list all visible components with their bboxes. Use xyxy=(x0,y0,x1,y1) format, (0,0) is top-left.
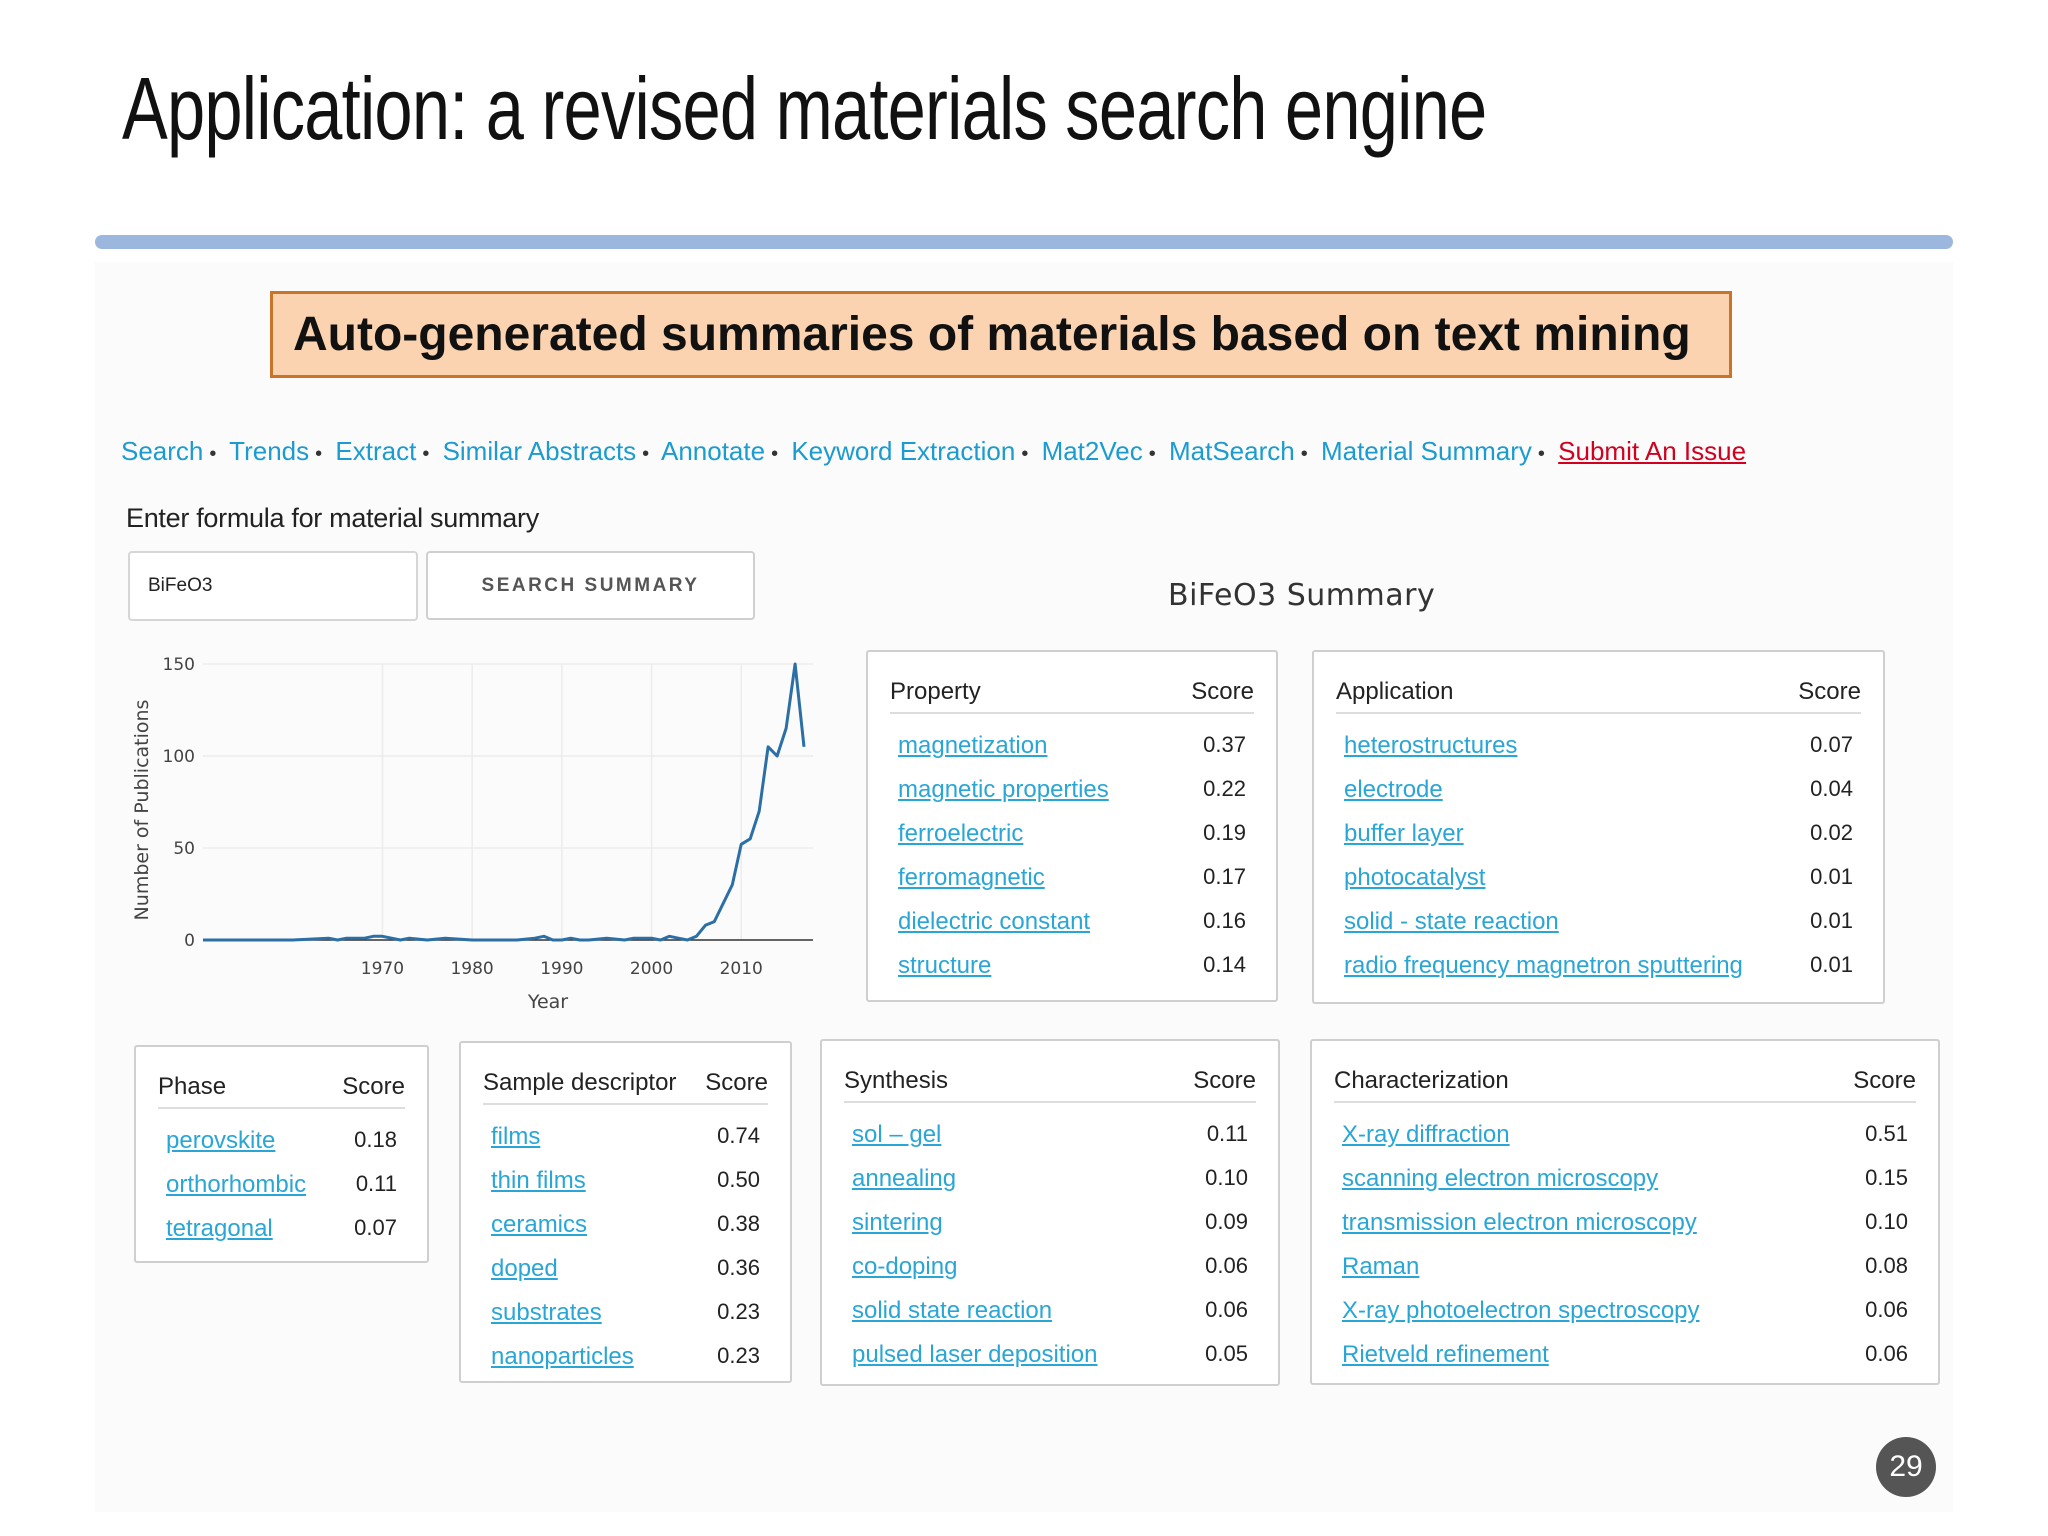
table-row xyxy=(1344,908,1853,952)
score-value: 0.07 xyxy=(1810,732,1853,757)
nav-extract[interactable]: Extract xyxy=(335,436,417,466)
score-value: 0.10 xyxy=(1865,1209,1908,1234)
table-row xyxy=(491,1299,760,1343)
term-link[interactable]: solid - state reaction xyxy=(1344,908,1559,935)
table-row xyxy=(1344,820,1853,864)
table-row xyxy=(1344,864,1853,908)
table-row xyxy=(852,1297,1248,1341)
title-divider xyxy=(95,235,1953,249)
score-value: 0.23 xyxy=(717,1343,760,1368)
term-link[interactable]: pulsed laser deposition xyxy=(852,1341,1098,1368)
score-value: 0.06 xyxy=(1205,1253,1248,1278)
score-header: Score xyxy=(342,1073,405,1100)
score-value: 0.10 xyxy=(1205,1165,1248,1190)
page-number: 29 xyxy=(1876,1437,1936,1497)
table-row xyxy=(491,1167,760,1211)
term-link[interactable]: nanoparticles xyxy=(491,1343,634,1370)
term-link[interactable]: X-ray diffraction xyxy=(1342,1121,1510,1148)
score-header: Score xyxy=(1193,1067,1256,1094)
property-panel xyxy=(866,650,1278,1002)
score-value: 0.38 xyxy=(717,1211,760,1236)
score-value: 0.17 xyxy=(1203,864,1246,889)
score-value: 0.22 xyxy=(1203,776,1246,801)
score-value: 0.19 xyxy=(1203,820,1246,845)
term-link[interactable]: co-doping xyxy=(852,1253,958,1280)
term-link[interactable]: heterostructures xyxy=(1344,732,1518,759)
x-tick-label: 1970 xyxy=(360,959,405,979)
publications-chart xyxy=(118,640,818,1020)
panel-header xyxy=(1334,1063,1916,1103)
score-value: 0.01 xyxy=(1810,952,1853,977)
table-row xyxy=(1342,1121,1908,1165)
panel-header xyxy=(844,1063,1256,1103)
score-value: 0.01 xyxy=(1810,864,1853,889)
term-link[interactable]: orthorhombic xyxy=(166,1171,307,1198)
term-link[interactable]: ferroelectric xyxy=(898,820,1024,847)
score-value: 0.11 xyxy=(355,1171,397,1196)
score-value: 0.51 xyxy=(1865,1121,1908,1146)
table-row xyxy=(1342,1297,1908,1341)
y-tick-label: 100 xyxy=(162,747,195,767)
score-value: 0.50 xyxy=(717,1167,760,1192)
y-tick-label: 150 xyxy=(162,655,195,675)
score-value: 0.04 xyxy=(1810,776,1853,801)
term-link[interactable]: annealing xyxy=(852,1165,957,1192)
table-row xyxy=(898,820,1246,864)
table-row xyxy=(852,1209,1248,1253)
summary-title: BiFeO3 Summary xyxy=(1168,578,1436,613)
score-value: 0.08 xyxy=(1865,1253,1908,1278)
term-link[interactable]: sintering xyxy=(852,1209,943,1236)
score-value: 0.18 xyxy=(354,1127,397,1152)
panel-header xyxy=(1336,674,1861,714)
nav-mat2vec[interactable]: Mat2Vec xyxy=(1041,436,1143,466)
slide-title: Application: a revised materials search engine xyxy=(122,59,1487,158)
table-row xyxy=(1342,1253,1908,1297)
sample-descriptor-panel xyxy=(459,1041,792,1383)
table-row xyxy=(166,1127,397,1171)
term-link[interactable]: ceramics xyxy=(491,1211,588,1238)
table-row xyxy=(898,732,1246,776)
score-value: 0.06 xyxy=(1865,1341,1908,1366)
nav-matsearch[interactable]: MatSearch xyxy=(1168,436,1295,466)
term-link[interactable]: Raman xyxy=(1342,1253,1420,1280)
nav-separator: • xyxy=(771,443,779,465)
category-header: Application xyxy=(1336,678,1454,705)
score-value: 0.16 xyxy=(1203,908,1246,933)
term-link[interactable]: structure xyxy=(898,952,992,979)
publications-series-line xyxy=(203,664,804,940)
nav-separator: • xyxy=(422,443,430,465)
table-row xyxy=(491,1255,760,1299)
nav-separator: • xyxy=(1537,443,1545,465)
table-row xyxy=(166,1215,397,1259)
table-row xyxy=(491,1211,760,1255)
term-link[interactable]: substrates xyxy=(491,1299,602,1326)
term-link[interactable]: thin films xyxy=(491,1167,586,1194)
table-row xyxy=(1342,1209,1908,1253)
nav-separator: • xyxy=(642,443,650,465)
table-row xyxy=(1344,776,1853,820)
nav-annotate[interactable]: Annotate xyxy=(660,436,766,466)
score-header: Score xyxy=(1853,1067,1916,1094)
table-row xyxy=(1342,1341,1908,1385)
category-header: Synthesis xyxy=(844,1067,949,1094)
nav-separator: • xyxy=(1021,443,1029,465)
score-value: 0.07 xyxy=(354,1215,397,1240)
score-value: 0.74 xyxy=(717,1123,760,1148)
table-row xyxy=(166,1171,397,1215)
nav-trends[interactable]: Trends xyxy=(229,436,310,466)
term-link[interactable]: electrode xyxy=(1344,776,1443,803)
x-axis-title: Year xyxy=(527,991,569,1013)
term-link[interactable]: solid state reaction xyxy=(852,1297,1053,1324)
score-value: 0.36 xyxy=(717,1255,760,1280)
score-value: 0.15 xyxy=(1865,1165,1908,1190)
term-link[interactable]: photocatalyst xyxy=(1344,864,1486,891)
term-link[interactable]: X-ray photoelectron spectroscopy xyxy=(1342,1297,1700,1324)
nav-separator: • xyxy=(209,443,217,465)
top-nav xyxy=(121,436,1746,467)
term-link[interactable]: scanning electron microscopy xyxy=(1342,1165,1659,1192)
score-value: 0.09 xyxy=(1205,1209,1248,1234)
score-value: 0.11 xyxy=(1206,1121,1248,1146)
term-link[interactable]: ferromagnetic xyxy=(898,864,1045,891)
x-tick-label: 2000 xyxy=(629,959,674,979)
nav-submit-issue[interactable]: Submit An Issue xyxy=(1558,436,1747,466)
term-link[interactable]: films xyxy=(491,1123,541,1150)
score-value: 0.14 xyxy=(1203,952,1246,977)
table-row xyxy=(852,1341,1248,1385)
score-value: 0.02 xyxy=(1810,820,1853,845)
callout-box xyxy=(270,291,1732,378)
term-link[interactable]: radio frequency magnetron sputtering xyxy=(1344,952,1743,979)
nav-material-summary[interactable]: Material Summary xyxy=(1320,436,1532,466)
phase-panel xyxy=(134,1045,429,1263)
nav-separator: • xyxy=(1300,443,1308,465)
table-row xyxy=(1344,952,1853,996)
table-row xyxy=(1342,1165,1908,1209)
category-header: Sample descriptor xyxy=(483,1069,677,1096)
score-value: 0.01 xyxy=(1810,908,1853,933)
synthesis-panel xyxy=(820,1039,1280,1386)
table-row xyxy=(898,776,1246,820)
term-link[interactable]: doped xyxy=(491,1255,558,1282)
panel-header xyxy=(158,1069,405,1109)
panel-header xyxy=(483,1065,768,1105)
score-header: Score xyxy=(1191,678,1254,705)
application-panel xyxy=(1312,650,1885,1004)
table-row xyxy=(1344,732,1853,776)
term-link[interactable]: transmission electron microscopy xyxy=(1342,1209,1697,1236)
formula-input[interactable] xyxy=(128,551,418,621)
score-header: Score xyxy=(705,1069,768,1096)
term-link[interactable]: sol – gel xyxy=(852,1121,942,1148)
term-link[interactable]: buffer layer xyxy=(1344,820,1464,847)
table-row xyxy=(491,1123,760,1167)
score-header: Score xyxy=(1798,678,1861,705)
term-link[interactable]: perovskite xyxy=(166,1127,276,1154)
y-tick-label: 50 xyxy=(173,839,195,859)
score-value: 0.06 xyxy=(1205,1297,1248,1322)
score-value: 0.37 xyxy=(1203,732,1246,757)
table-row xyxy=(898,908,1246,952)
table-row xyxy=(491,1343,760,1383)
table-row xyxy=(852,1121,1248,1165)
score-value: 0.05 xyxy=(1205,1341,1248,1366)
table-row xyxy=(898,864,1246,908)
table-row xyxy=(852,1253,1248,1297)
term-link[interactable]: dielectric constant xyxy=(898,908,1091,935)
term-link[interactable]: Rietveld refinement xyxy=(1342,1341,1549,1368)
table-row xyxy=(898,952,1246,996)
table-row xyxy=(852,1165,1248,1209)
y-axis-title: Number of Publications xyxy=(131,699,153,921)
term-link[interactable]: tetragonal xyxy=(166,1215,273,1242)
nav-separator: • xyxy=(1148,443,1156,465)
category-header: Characterization xyxy=(1334,1067,1509,1094)
characterization-panel xyxy=(1310,1039,1940,1385)
nav-similar-abstracts[interactable]: Similar Abstracts xyxy=(442,436,637,466)
nav-separator: • xyxy=(315,443,323,465)
category-header: Property xyxy=(890,678,981,705)
x-tick-label: 1980 xyxy=(450,959,494,979)
x-tick-label: 2010 xyxy=(719,959,763,979)
y-tick-label: 0 xyxy=(184,931,195,951)
nav-keyword-extraction[interactable]: Keyword Extraction xyxy=(791,436,1016,466)
panel-header xyxy=(890,674,1254,714)
category-header: Phase xyxy=(158,1073,227,1100)
score-value: 0.06 xyxy=(1865,1297,1908,1322)
formula-label: Enter formula for material summary xyxy=(126,503,539,533)
term-link[interactable]: magnetic properties xyxy=(898,776,1109,803)
score-value: 0.23 xyxy=(717,1299,760,1324)
x-tick-label: 1990 xyxy=(540,959,584,979)
term-link[interactable]: magnetization xyxy=(898,732,1048,759)
search-summary-button[interactable]: SEARCH SUMMARY xyxy=(426,551,755,620)
nav-search[interactable]: Search xyxy=(121,436,204,466)
callout-text: Auto-generated summaries of materials based on text mining xyxy=(293,308,1691,361)
